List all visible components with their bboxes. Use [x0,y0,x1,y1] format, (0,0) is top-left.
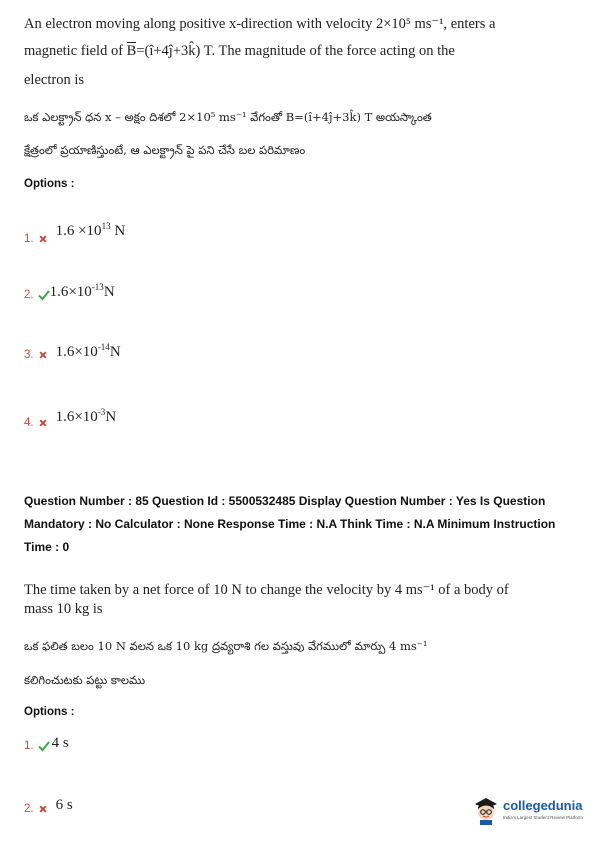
q2-text-te-line2: కలిగించుటకు పట్టు కాలము [24,673,146,687]
option-number: 4. [24,417,34,429]
q2-text-te-line1: ఒక ఫలిత బలం 10 N వలన ఒక 10 kg ద్రవ్యరాశి గల వస్తువు వేగములో మార్పు 4 ms⁻¹ [24,639,428,653]
q2-options-label: Options : [24,706,75,718]
q2-text-en-line1: The time taken by a net force of 10 N to change the velocity by 4 ms⁻¹ of a body of [24,582,509,598]
meta-line-3: Time : 0 [24,540,70,554]
q1-text-te-line1: ఒక ఎలక్ట్రాన్ ధన x – అక్షం దిశలో 2×10⁵ ms⁻¹ వేగంతో B=(î+4ĵ+3k̂) T అయస్కాంత [24,110,432,124]
option-value: $1.6\times 10^{-3}N$ [55,406,117,425]
brand-name: collegedunia [503,798,583,813]
option-number: 1. [24,740,34,752]
q1-options-label: Options : [24,178,75,190]
option-number: 3. [24,349,34,361]
question-meta [24,490,574,559]
q1-text-en-line3: electron is [24,72,84,88]
check-icon [38,289,50,301]
q2-option-1[interactable] [24,734,69,752]
q1-text-en-line2 [24,41,455,62]
meta-line-2: Mandatory : No Calculator : None Response Time : N.A Think Time : N.A Minimum Instruction [24,517,556,531]
cross-icon [38,349,50,361]
check-icon [38,740,50,752]
cross-icon [38,803,50,815]
q1-text-en-line1: An electron moving along positive x-direction with velocity 2×10⁵ ms⁻¹, enters a [24,16,496,32]
q2-option-2[interactable] [24,795,73,815]
option-number: 2. [24,803,34,815]
option-value: $1.6\times 10^{-14}N$ [55,341,121,360]
q1-option-3[interactable] [24,341,121,361]
option-value: $1.6\times 10^{-13}N$ [49,282,115,300]
option-value: 6 s [55,796,73,813]
option-number: 2. [24,288,34,301]
brand-tagline: India's Largest Student Review Platform [503,815,583,820]
option-value: $1.6 \times 10^{13}$ N [55,220,126,239]
option-value: 4 s [51,734,69,751]
q1-option-1[interactable] [24,215,125,245]
q1-text-en-line2-a: magnetic field of [24,43,127,59]
cross-icon [38,233,50,245]
q1-vector-b: B [127,41,137,62]
option-number: 1. [24,233,34,245]
cross-icon [38,417,50,429]
student-mascot-icon [471,795,501,825]
q2-text-en-line2: mass 10 kg is [24,601,103,617]
q1-text-te-line2: క్షేత్రంలో ప్రయాణిస్తుంటే, ఆ ఎలక్ట్రాన్ పై పని చేసే బల పరిమాణం [24,143,306,157]
q1-option-4[interactable] [24,403,116,429]
collegedunia-logo [471,795,586,825]
meta-line-1: Question Number : 85 Question Id : 5500532485 Display Question Number : Yes Is Question [24,494,546,508]
q1-option-2[interactable] [24,282,115,301]
q1-text-en-line2-c: =(î+4ĵ+3k̂) T. The magnitude of the force acting on the [136,43,455,59]
